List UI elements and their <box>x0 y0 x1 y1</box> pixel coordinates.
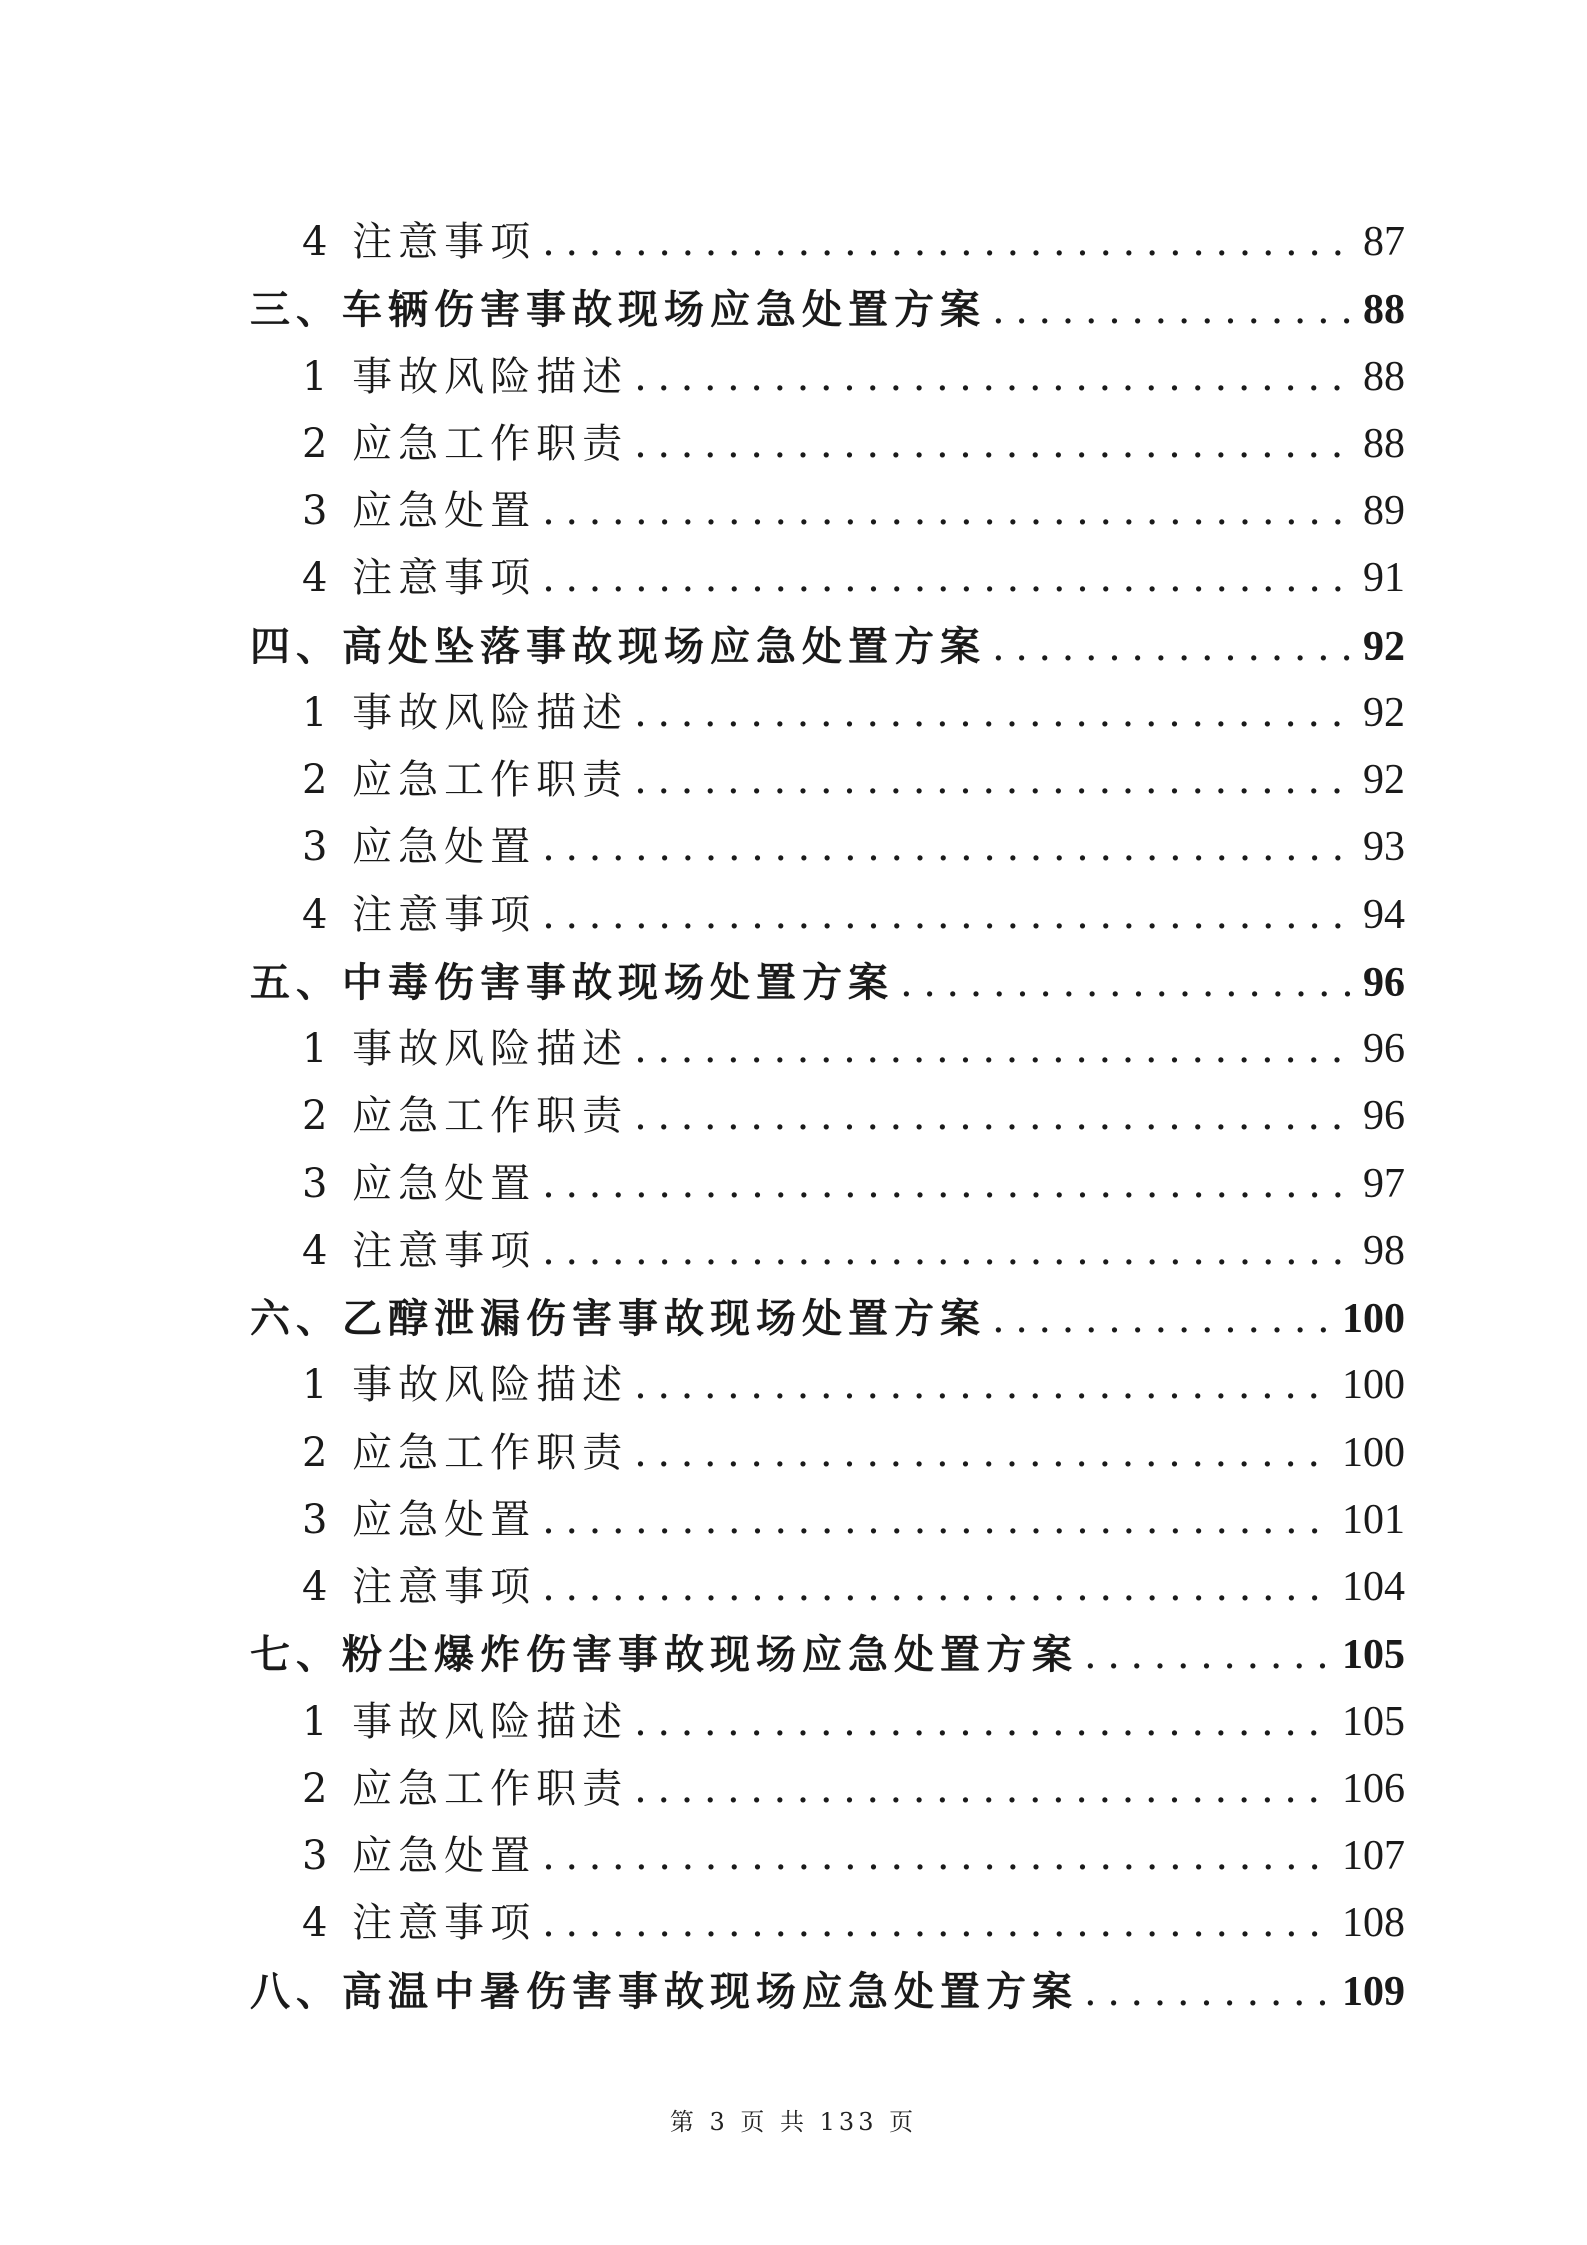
toc-subsection-entry[interactable] <box>250 1823 1405 1890</box>
toc-page-number: 88 <box>1363 353 1405 400</box>
dot-leader <box>542 209 1355 276</box>
toc-page-number: 100 <box>1342 1429 1405 1476</box>
dot-leader <box>992 1286 1334 1352</box>
toc-page-number: 96 <box>1363 1026 1405 1072</box>
toc-page-number: 108 <box>1342 1900 1405 1947</box>
dot-leader <box>1084 1959 1334 2025</box>
toc-page-number: 92 <box>1363 757 1405 803</box>
toc-entry-title: 4 注意事项 <box>302 891 537 938</box>
toc-page-number: 104 <box>1342 1564 1405 1610</box>
toc-entry-title: 3 应急处置 <box>302 1833 537 1879</box>
dot-leader <box>634 1016 1355 1083</box>
toc-subsection-entry[interactable] <box>250 814 1405 881</box>
toc-subsection-entry[interactable] <box>250 1016 1405 1083</box>
toc-page-number: 89 <box>1363 488 1405 534</box>
toc-entry-title: 八、高温中暑伤害事故现场应急处置方案 <box>250 1967 1078 2015</box>
toc-page-number: 101 <box>1342 1496 1405 1543</box>
toc-page-number: 107 <box>1342 1833 1405 1879</box>
toc-subsection-entry[interactable] <box>250 209 1405 276</box>
toc-subsection-entry[interactable] <box>250 1083 1405 1150</box>
toc-entry-title: 1 事故风险描述 <box>302 689 629 736</box>
dot-leader <box>634 1689 1334 1756</box>
toc-page-number: 94 <box>1363 891 1405 938</box>
toc-subsection-entry[interactable] <box>250 344 1405 411</box>
toc-subsection-entry[interactable] <box>250 1487 1405 1554</box>
toc-entry-title: 1 事故风险描述 <box>302 1362 629 1409</box>
page-footer: 第 3 页 共 133 页 <box>669 2108 918 2136</box>
toc-page-number: 105 <box>1342 1632 1405 1679</box>
toc-page-number: 98 <box>1363 1227 1405 1274</box>
toc-page-number: 88 <box>1363 287 1405 334</box>
toc-subsection-entry[interactable] <box>250 1352 1405 1419</box>
toc-entry-title: 2 应急工作职责 <box>302 1429 629 1476</box>
toc-entry-title: 4 注意事项 <box>302 555 537 602</box>
toc-subsection-entry[interactable] <box>250 1420 1405 1487</box>
toc-page-number: 96 <box>1363 959 1405 1006</box>
toc-page-number: 96 <box>1363 1093 1405 1140</box>
dot-leader <box>542 1890 1334 1957</box>
dot-leader <box>542 1487 1334 1554</box>
dot-leader <box>542 814 1355 881</box>
toc-entry-title: 1 事故风险描述 <box>302 1026 629 1072</box>
toc-entry-title: 2 应急工作职责 <box>302 420 629 467</box>
toc-section-entry[interactable] <box>250 1285 1405 1352</box>
dot-leader <box>542 1823 1334 1890</box>
toc-entry-title: 4 注意事项 <box>302 1564 537 1610</box>
toc-entry-title: 四、高处坠落事故现场应急处置方案 <box>250 622 986 670</box>
toc-entry-title: 七、粉尘爆炸伤害事故现场应急处置方案 <box>250 1631 1078 1679</box>
toc-section-entry[interactable] <box>250 613 1405 680</box>
dot-leader <box>900 950 1355 1016</box>
dot-leader <box>634 344 1355 411</box>
toc-subsection-entry[interactable] <box>250 747 1405 814</box>
toc-subsection-entry[interactable] <box>250 411 1405 478</box>
toc-entry-title: 六、乙醇泄漏伤害事故现场处置方案 <box>250 1295 986 1342</box>
toc-page-number: 87 <box>1363 219 1405 265</box>
toc-page-number: 109 <box>1342 1968 1405 2015</box>
toc-entry-title: 4 注意事项 <box>302 219 537 265</box>
toc-page-number: 97 <box>1363 1160 1405 1207</box>
dot-leader <box>634 411 1355 478</box>
toc-entry-title: 2 应急工作职责 <box>302 1093 629 1140</box>
table-of-contents <box>250 209 1405 2025</box>
dot-leader <box>634 680 1355 747</box>
dot-leader <box>634 1352 1334 1419</box>
toc-subsection-entry[interactable] <box>250 882 1405 949</box>
toc-entry-title: 4 注意事项 <box>302 1227 537 1274</box>
toc-entry-title: 三、车辆伤害事故现场应急处置方案 <box>250 286 986 334</box>
toc-entry-title: 2 应急工作职责 <box>302 757 629 803</box>
toc-subsection-entry[interactable] <box>250 1890 1405 1957</box>
toc-page-number: 91 <box>1363 555 1405 602</box>
toc-section-entry[interactable] <box>250 276 1405 343</box>
dot-leader <box>634 1756 1334 1823</box>
toc-section-entry[interactable] <box>250 1958 1405 2025</box>
toc-page-number: 93 <box>1363 824 1405 871</box>
toc-page-number: 106 <box>1342 1765 1405 1812</box>
toc-section-entry[interactable] <box>250 1621 1405 1688</box>
dot-leader <box>542 478 1355 545</box>
toc-subsection-entry[interactable] <box>250 1756 1405 1823</box>
dot-leader <box>542 1554 1334 1621</box>
dot-leader <box>634 1083 1355 1150</box>
toc-entry-title: 1 事故风险描述 <box>302 353 629 400</box>
toc-entry-title: 4 注意事项 <box>302 1900 537 1947</box>
toc-entry-title: 3 应急处置 <box>302 824 537 871</box>
dot-leader <box>542 882 1355 949</box>
toc-page-number: 88 <box>1363 420 1405 467</box>
toc-page-number: 92 <box>1363 689 1405 736</box>
toc-subsection-entry[interactable] <box>250 1689 1405 1756</box>
toc-entry-title: 3 应急处置 <box>302 1496 537 1543</box>
dot-leader <box>992 614 1355 680</box>
toc-subsection-entry[interactable] <box>250 1218 1405 1285</box>
toc-page-number: 92 <box>1363 623 1405 670</box>
toc-subsection-entry[interactable] <box>250 680 1405 747</box>
toc-page-number: 100 <box>1342 1362 1405 1409</box>
dot-leader <box>542 545 1355 612</box>
toc-section-entry[interactable] <box>250 949 1405 1016</box>
toc-entry-title: 2 应急工作职责 <box>302 1765 629 1812</box>
toc-subsection-entry[interactable] <box>250 1151 1405 1218</box>
toc-subsection-entry[interactable] <box>250 545 1405 612</box>
toc-entry-title: 3 应急处置 <box>302 488 537 534</box>
dot-leader <box>634 1420 1334 1487</box>
dot-leader <box>542 1218 1355 1285</box>
dot-leader <box>992 277 1355 343</box>
dot-leader <box>1084 1622 1334 1688</box>
toc-subsection-entry[interactable] <box>250 1554 1405 1621</box>
toc-subsection-entry[interactable] <box>250 478 1405 545</box>
toc-page-number: 105 <box>1342 1698 1405 1745</box>
dot-leader <box>634 747 1355 814</box>
toc-entry-title: 五、中毒伤害事故现场处置方案 <box>250 958 894 1006</box>
dot-leader <box>542 1151 1355 1218</box>
toc-page-number: 100 <box>1342 1296 1405 1342</box>
toc-entry-title: 1 事故风险描述 <box>302 1698 629 1745</box>
toc-entry-title: 3 应急处置 <box>302 1160 537 1207</box>
